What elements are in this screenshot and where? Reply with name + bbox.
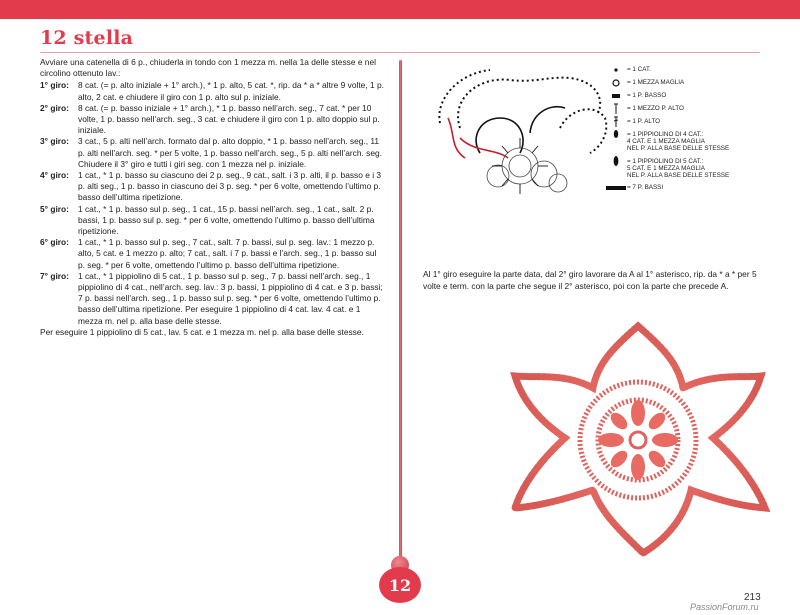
title-divider (40, 52, 760, 53)
round-text: 8 cat. (= p. alto iniziale + 1° arch.), * 1 p. alto, 5 cat. *, rip. da * a * altre 9 volte, 1 p. alto, 2 cat. e chiudere il giro con 1 p. alto sul p. iniziale. (78, 80, 384, 102)
round-label: 7° giro: (40, 270, 69, 281)
round-item (40, 170, 385, 204)
crochet-chart-diagram (420, 58, 620, 208)
legend-line: 4 CAT. E 1 MEZZA MAGLIA (627, 138, 705, 146)
round-item (40, 136, 385, 170)
picot5-icon (605, 158, 627, 166)
round-item (40, 204, 385, 238)
yarn-strand-divider (399, 60, 402, 560)
legend-line: = 1 P. BASSO (627, 92, 667, 99)
round-label: 2° giro: (40, 102, 69, 113)
round-item (40, 237, 385, 271)
page-title: 12 stella (40, 27, 134, 49)
header-bar (0, 0, 800, 19)
dot-icon (605, 66, 627, 74)
diagram-instruction: Al 1° giro eseguire la parte data, dal 2° giro lavorare da A al 1° asterisco, rip. da * a * per 5 volte e term. con la parte che segue il 2° asterisco, poi con la parte che precede A. (423, 269, 757, 291)
round-text: 3 cat., 5 p. alti nell’arch. formato dal p. alto doppio, * 1 p. basso nell’arch. seg., 11 p. alti nell’arch. seg. * per 5 volte, 1 p. basso nell’arch. seg., 5 p. alti nell’arch. seg. Chiudere il 3° giro e tutti i giri seg. con 1 mezza nel p. iniziale. (78, 136, 382, 169)
legend-row (605, 66, 795, 74)
legend-line: = 1 CAT. (627, 66, 651, 73)
legend-row (605, 105, 795, 113)
legend-line: = 7 P. BASSI (627, 184, 664, 192)
symbol-legend (605, 66, 795, 197)
intro-text: Avviare una catenella di 6 p., chiuderla in tondo con 1 mezza m. nella 1a delle stesse e nel circolino ottenuto lav.: (40, 57, 376, 79)
instructions-column (40, 57, 385, 346)
legend-row (605, 79, 795, 87)
round-text: 8 cat. (= p. basso iniziale + 1° arch.), * 1 p. basso nell’arch. seg., 7 cat. * per 10 volte, 1 p. basso nell’arch. seg., 3 cat. e chiudere il giro con 1 p. alto doppio sul p. iniziale. (78, 102, 380, 136)
round-item (40, 103, 385, 137)
legend-line: = 1 P. ALTO (627, 118, 661, 125)
legend-row (605, 92, 795, 100)
crochet-star-photo (503, 318, 773, 558)
page-number: 213 (744, 592, 761, 603)
half-stitch-icon (605, 79, 627, 87)
round-label: 6° giro: (40, 237, 69, 248)
legend-row (605, 118, 795, 126)
double-crochet-icon (605, 118, 627, 126)
round-label: 5° giro: (40, 203, 69, 214)
legend-row (605, 131, 795, 153)
round-item (40, 271, 385, 327)
legend-row (605, 158, 795, 180)
watermark: PassionForum.ru (690, 602, 759, 612)
round-text: 1 cat., * 1 p. basso su ciascuno dei 2 p. seg., 9 cat., salt. i 3 p. alti, il p. basso e i 3 p. alti seg., 1 p. basso in ciascuno dei 3 p. seg. * per 6 volte, omettendo l’ultimo p. basso dell’ultima ripetizione. (78, 170, 382, 203)
legend-line: NEL P. ALLA BASE DELLE STESSE (627, 145, 730, 153)
legend-line: = 1 PIPPIOLINO DI 5 CAT.: (627, 157, 704, 165)
round-text: 1 cat., * 1 p. basso sul p. seg., 7 cat., salt. 7 p. bassi, sul p. seg. lav.: 1 mezzo p. alto, 5 cat. e 1 mezzo p. alto; 7 cat., salt. i 7 p. bassi e l’arch. seg., 1 p. basso sul p. seg. * per 6 volte, omettendo l’ultimo p. basso dell’ultima ripetizione. (78, 237, 377, 270)
single-crochet-icon (605, 92, 627, 100)
round-text: 1 cat., * 1 p. basso sul p. seg., 1 cat., 15 p. bassi nell’arch. seg., 1 cat., salt. 2 p. bassi, 1 p. basso sul p. seg. * per 6 volte, omettendo l’ultimo p. basso dell’ultima ripetizione. (78, 203, 375, 237)
pattern-number-badge: 12 (379, 567, 421, 603)
round-label: 1° giro: (40, 80, 69, 91)
picot4-icon (605, 131, 627, 139)
round-label: 4° giro: (40, 170, 69, 181)
round-text: 1 cat., * 1 pippiolino di 5 cat., 1 p. basso sul p. seg., 7 p. bassi nell’arch. seg., 1 pippiolino di 4 cat., nell’arch. seg. lav.: 3 p. bassi, 1 pippiolino di 4 cat. e 3 p. bassi; 7 p. bassi nell’arch. seg., 1 p. basso sul p. seg. * per 6 volte, omettendo l’ultimo p. basso dell’ultima ripetizione. Per eseguire 1 pippiolino di 4 cat. lav. 4 cat. e 1 mezza m. nel p. alla base delle stesse. (78, 270, 383, 326)
picot-note: Per eseguire 1 pippiolino di 5 cat., lav. 5 cat. e 1 mezza m. nel p. alla base delle stesse. (40, 326, 364, 337)
legend-row (605, 184, 795, 192)
seven-sc-icon (605, 184, 627, 192)
legend-line: = 1 MEZZA MAGLIA (627, 79, 685, 86)
legend-line: 5 CAT. E 1 MEZZA MAGLIA (627, 164, 705, 172)
legend-line: = 1 MEZZO P. ALTO (627, 105, 684, 112)
round-label: 3° giro: (40, 136, 69, 147)
legend-line: NEL P. ALLA BASE DELLE STESSE (627, 172, 730, 180)
half-double-icon (605, 105, 627, 113)
round-item (40, 80, 385, 102)
legend-line: = 1 PIPPIOLINO DI 4 CAT.: (627, 131, 704, 138)
